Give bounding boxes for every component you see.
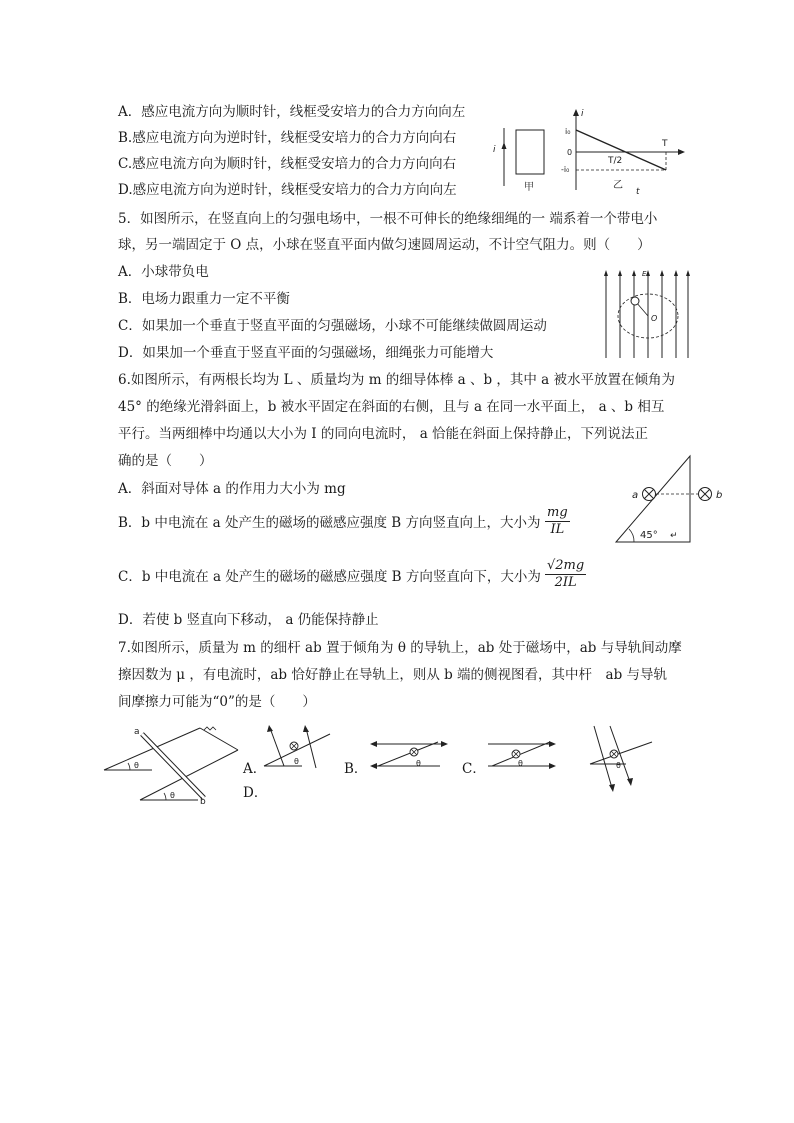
q5-stem-line-2: 球，另一端固定于 O 点，小球在竖直平面内做匀速圆周运动，不计空气阻力。则（ ） — [118, 237, 651, 253]
q6-stem-line-3: 平行。当两细棒中均通以大小为 I 的同向电流时， a 恰能在斜面上保持静止，下列说法正 — [118, 426, 649, 442]
q4-zero: 0 — [567, 148, 573, 157]
q5-option-d: D．如果加一个垂直于竖直平面的匀强磁场，细绳张力可能增大 — [118, 345, 494, 361]
q6-option-a: A．斜面对导体 a 的作用力大小为 mg — [118, 481, 346, 497]
q5-option-b: B．电场力跟重力一定不平衡 — [118, 291, 290, 307]
q5-option-c: C．如果加一个垂直于竖直平面的匀强磁场，小球不可能继续做圆周运动 — [118, 318, 547, 334]
q7-option-a-theta: θ — [294, 757, 299, 766]
q4-option-c: C.感应电流方向为顺时针，线框受安培力的合力方向向右 — [118, 156, 457, 172]
q6-option-d: D．若使 b 竖直向下移动， a 仍能保持静止 — [118, 612, 379, 628]
q6-option-c-fraction — [545, 558, 586, 591]
q6-option-c-denominator: 2IL — [554, 575, 577, 590]
q7-option-d-label: D． — [243, 785, 268, 801]
q4-option-d: D.感应电流方向为逆时针，线框受安培力的合力方向向左 — [118, 182, 457, 198]
q4-T-half: T/2 — [608, 156, 623, 166]
q4-t: t — [636, 187, 640, 197]
q5-label-E: E — [642, 270, 647, 278]
q6-option-b-fraction — [545, 505, 570, 538]
q6-stem-line-2: 45° 的绝缘光滑斜面上，b 被水平固定在斜面的右侧，且与 a 在同一水平面上， a 、b 相互 — [118, 399, 665, 415]
q6-label-b: b — [716, 490, 723, 501]
q7-label-a: a — [134, 727, 140, 737]
q4-label-yi: 乙 — [613, 180, 623, 191]
q7-option-c-figure — [484, 736, 560, 776]
q4-neg-i0: -i₀ — [561, 165, 570, 174]
q7-option-b-figure — [368, 736, 448, 776]
q4-axis-i: i — [581, 109, 584, 119]
q7-option-c-label: C． — [462, 761, 486, 777]
q5-stem-line-1: 5．如图所示，在竖直向上的匀强电场中，一根不可伸长的绝缘细绳的一 端系着一个带电小 — [118, 211, 658, 227]
q7-option-c-theta: θ — [518, 759, 523, 768]
q4-figure — [490, 108, 690, 198]
q7-option-d-figure — [586, 722, 656, 794]
q4-label-jia: 甲 — [524, 182, 534, 193]
q6-figure — [612, 454, 732, 544]
q4-i0: i₀ — [565, 127, 571, 136]
q7-theta-1: θ — [134, 761, 139, 770]
q7-option-d-theta: θ — [616, 761, 621, 770]
q6-option-b-denominator: IL — [550, 522, 565, 537]
q6-label-a: a — [632, 490, 639, 501]
q7-option-b-label: B． — [344, 761, 368, 777]
q7-stem-line-3: 间摩擦力可能为“0”的是（ ） — [118, 694, 316, 710]
q7-main-figure — [100, 720, 250, 807]
q7-stem-line-1: 7.如图所示，质量为 m 的细杆 ab 置于倾角为 θ 的导轨上，ab 处于磁场中，ab 与导轨间动摩 — [118, 640, 682, 656]
q7-theta-2: θ — [170, 791, 175, 800]
q6-option-c-numerator: √2mg — [547, 558, 585, 573]
q7-option-b-theta: θ — [416, 759, 421, 768]
q5-label-O: O — [651, 314, 658, 323]
q5-option-a: A．小球带负电 — [118, 264, 209, 280]
q7-option-a-figure — [258, 724, 334, 774]
q6-option-c: C．b 中电流在 a 处产生的磁场的磁感应强度 B 方向竖直向下，大小为 — [118, 569, 541, 585]
q7-label-b: b — [200, 797, 206, 807]
q4-option-b: B.感应电流方向为逆时针，线框受安培力的合力方向向右 — [118, 130, 457, 146]
q6-stem-line-1: 6.如图所示，有两根长均为 L 、质量均为 m 的细导体棒 a 、b ，其中 a 被水平放置在倾角为 — [118, 372, 676, 388]
q4-T: T — [662, 139, 668, 149]
q4-wire-label: i — [493, 145, 496, 155]
q6-option-b: B．b 中电流在 a 处产生的磁场的磁感应强度 B 方向竖直向上，大小为 — [118, 515, 541, 531]
q4-option-a: A．感应电流方向为顺时针，线框受安培力的合力方向向左 — [118, 104, 466, 120]
q6-stem-line-4: 确的是（ ） — [118, 453, 213, 469]
q7-stem-line-2: 擦因数为 μ ，有电流时，ab 恰好静止在导轨上，则从 b 端的侧视图看，其中杆 ab 与导轨 — [118, 667, 668, 683]
q7-option-a-label: A． — [243, 761, 267, 777]
q6-angle: 45° — [640, 530, 658, 541]
q6-mark: ↵ — [670, 531, 678, 541]
q6-option-b-numerator: mg — [547, 505, 568, 520]
q5-figure — [600, 268, 690, 360]
